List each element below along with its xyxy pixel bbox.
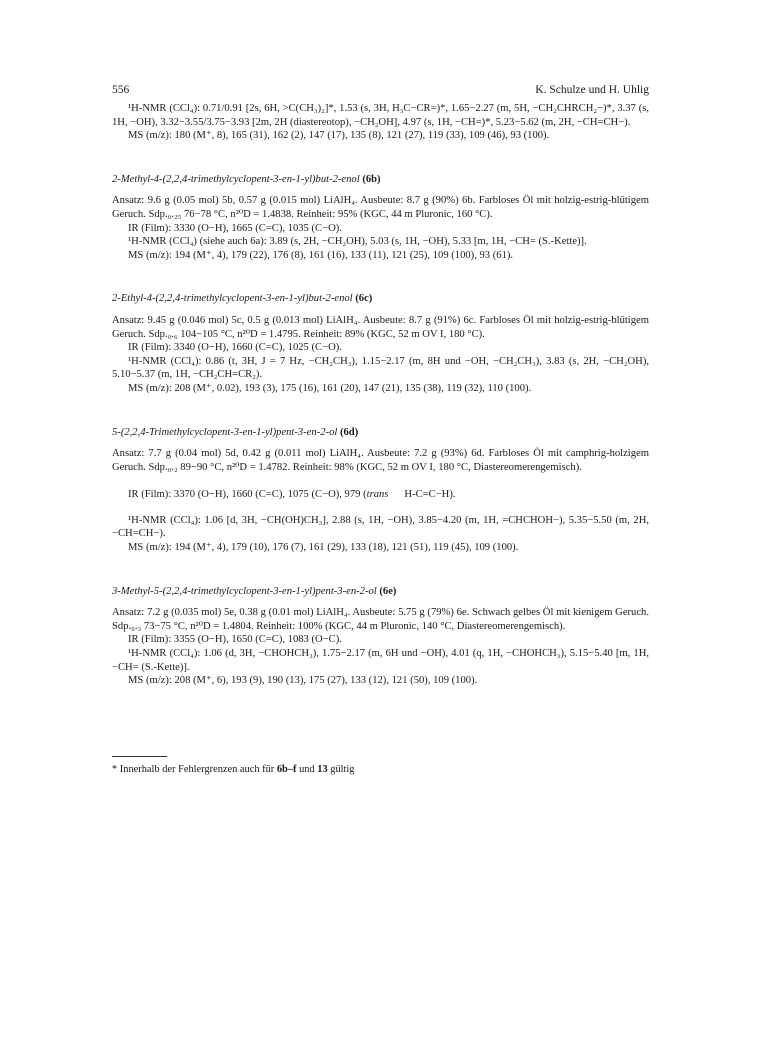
heading-6e-compound: (6e) <box>379 585 397 597</box>
heading-6b <box>112 173 649 187</box>
ir-6e: IR (Film): 3355 (O−H), 1650 (C=C), 1083 (O−C). <box>128 634 342 646</box>
nmr-6d: ¹H-NMR (CCl₄): 1.06 [d, 3H, −CH(OH)CH₃], 2.88 (s, 1H, −OH), 3.85−4.20 (m, 1H, =CHCHOH−), 5.35−5.50 (m, 2H, −CH=CH−). <box>112 514 649 540</box>
footnote-bold2: 13 <box>317 763 328 775</box>
footnote-text: * Innerhalb der Fehlergrenzen auch für <box>112 763 277 775</box>
ms-6a: MS (m/z): 180 (M⁺, 8), 165 (31), 162 (2), 147 (17), 135 (8), 121 (27), 119 (33), 109 (46), 93 (100). <box>128 130 550 142</box>
ansatz-6d: Ansatz: 7.7 g (0.04 mol) 5d, 0.42 g (0.011 mol) LiAlH₄. Ausbeute: 7.2 g (93%) 6d. Farbloses Öl mit camphrig-holzigem Geruch. Sdp.₀.₂ 89−90 °C, n²⁰D = 1.4782. Reinheit: 98% (KGC, 52 m OV I, 180 °C, Diastereomerengemisch). <box>112 448 649 473</box>
heading-6d <box>112 426 649 440</box>
ir-6c: IR (Film): 3340 (O−H), 1660 (C=C), 1025 (C−O). <box>128 342 342 354</box>
heading-6c-compound: (6c) <box>355 293 373 305</box>
heading-6b-compound: (6b) <box>362 173 381 185</box>
ir-6d-group: H-C=C−H). <box>404 489 456 501</box>
page-number: 556 <box>112 84 130 96</box>
ansatz-6c: Ansatz: 9.45 g (0.046 mol) 5c, 0.5 g (0.013 mol) LiAlH₄. Ausbeute: 8.7 g (91%) 6c. Farbloses Öl mit holzig-estrig-blütigem Geruch. Sdp.₀.₆ 104−105 °C, n²⁰D = 1.4795. Reinheit: 89% (KGC, 52 m OV I, 180 °C). <box>112 314 649 340</box>
ir-6d-trans: trans <box>366 489 389 501</box>
ansatz-6b: Ansatz: 9.6 g (0.05 mol) 5b, 0.57 g (0.015 mol) LiAlH₄. Ausbeute: 8.7 g (90%) 6b. Farbloses Öl mit holzig-estrig-blütigem Geruch. Sdp.₀.₂₅ 76−78 °C, n²⁰D = 1.4838. Reinheit: 95% (KGC, 44 m Pluronic, 160 °C). <box>112 195 649 220</box>
ms-6b: MS (m/z): 194 (M⁺, 4), 179 (22), 176 (8), 161 (16), 133 (11), 121 (25), 109 (100), 93 (61). <box>128 249 514 261</box>
heading-6e-title: 3-Methyl-5-(2,2,4-trimethylcyclopent-3-en-1-yl)pent-3-en-2-ol <box>112 585 377 597</box>
ir-6d <box>112 488 649 502</box>
ms-6e: MS (m/z): 208 (M⁺, 6), 193 (9), 190 (13), 175 (27), 133 (12), 121 (50), 109 (100). <box>128 675 478 687</box>
ms-6c: MS (m/z): 208 (M⁺, 0.02), 193 (3), 175 (16), 161 (20), 147 (21), 135 (38), 119 (32), 110 (100). <box>128 382 532 394</box>
ir-6d-main: IR (Film): 3370 (O−H), 1660 (C=C), 1075 (C−O), 979 ( <box>128 489 367 501</box>
running-header <box>112 84 649 102</box>
ir-6b: IR (Film): 3330 (O−H), 1665 (C=C), 1035 (C−O). <box>128 222 342 234</box>
heading-6e <box>112 585 649 599</box>
nmr-6a: ¹H-NMR (CCl₄): 0.71/0.91 [2s, 6H, >C(CH₃)₂]*, 1.53 (s, 3H, H₃C−CR=)*, 1.65−2.27 (m, 5H, −CH₂CHRCH₂−)*, 3.37 (s, 1H, −OH), 3.32−3.55/3.75−3.93 [2m, 2H (diastereotop), −CH₂OH], 4.97 (s, 1H, −CH=)*, 5.23−5.62 (m, 2H, −CH=CH−). <box>112 103 649 128</box>
footnote-divider <box>112 756 167 757</box>
heading-6c <box>112 292 649 306</box>
ms-6d: MS (m/z): 194 (M⁺, 4), 179 (10), 176 (7), 161 (29), 133 (18), 121 (51), 119 (45), 109 (100). <box>128 542 519 554</box>
heading-6d-title: 5-(2,2,4-Trimethylcyclopent-3-en-1-yl)pent-3-en-2-ol <box>112 426 338 438</box>
heading-6d-compound: (6d) <box>339 426 359 438</box>
nmr-6e: ¹H-NMR (CCl₄): 1.06 (d, 3H, −CHOHCH₃), 1.75−2.17 (m, 6H und −OH), 4.01 (q, 1H, −CHOHCH₃), 5.15−5.40 [m, 1H, −CH= (S.-Kette)]. <box>112 648 649 673</box>
running-authors: K. Schulze und H. Uhlig <box>535 84 649 96</box>
footnote-mid: und <box>296 763 318 775</box>
footnote-end: gültig <box>327 763 355 775</box>
heading-6b-title: 2-Methyl-4-(2,2,4-trimethylcyclopent-3-en-1-yl)but-2-enol <box>112 173 360 185</box>
heading-6c-title: 2-Ethyl-4-(2,2,4-trimethylcyclopent-3-en-1-yl)but-2-enol <box>112 293 353 305</box>
footnote-bold: 6b–f <box>276 763 297 775</box>
footnote <box>112 764 649 775</box>
ansatz-6e: Ansatz: 7.2 g (0.035 mol) 5e, 0.38 g (0.01 mol) LiAlH₄. Ausbeute: 5.75 g (79%) 6e. Schwach gelbes Öl mit kienigem Geruch. Sdp.₀.₃ 73−75 °C, n²⁰D = 1.4804. Reinheit: 100% (KGC, 44 m Pluronic, 140 °C, Diastereomerengemisch). <box>112 607 649 632</box>
nmr-6c: ¹H-NMR (CCl₄): 0.86 (t, 3H, J = 7 Hz, −CH₂CH₃), 1.15−2.17 (m, 8H und −OH, −CH₂CH₃), 3.83 (s, 2H, −CH₂OH), 5.10−5.37 (m, 1H, −CH₂CH=CR₂). <box>112 355 649 381</box>
page <box>112 84 649 785</box>
nmr-6b: ¹H-NMR (CCl₄) (siehe auch 6a): 3.89 (s, 2H, −CH₂OH), 5.03 (s, 1H, −OH), 5.33 [m, 1H, −CH= (S.-Kette)]. <box>128 236 587 248</box>
